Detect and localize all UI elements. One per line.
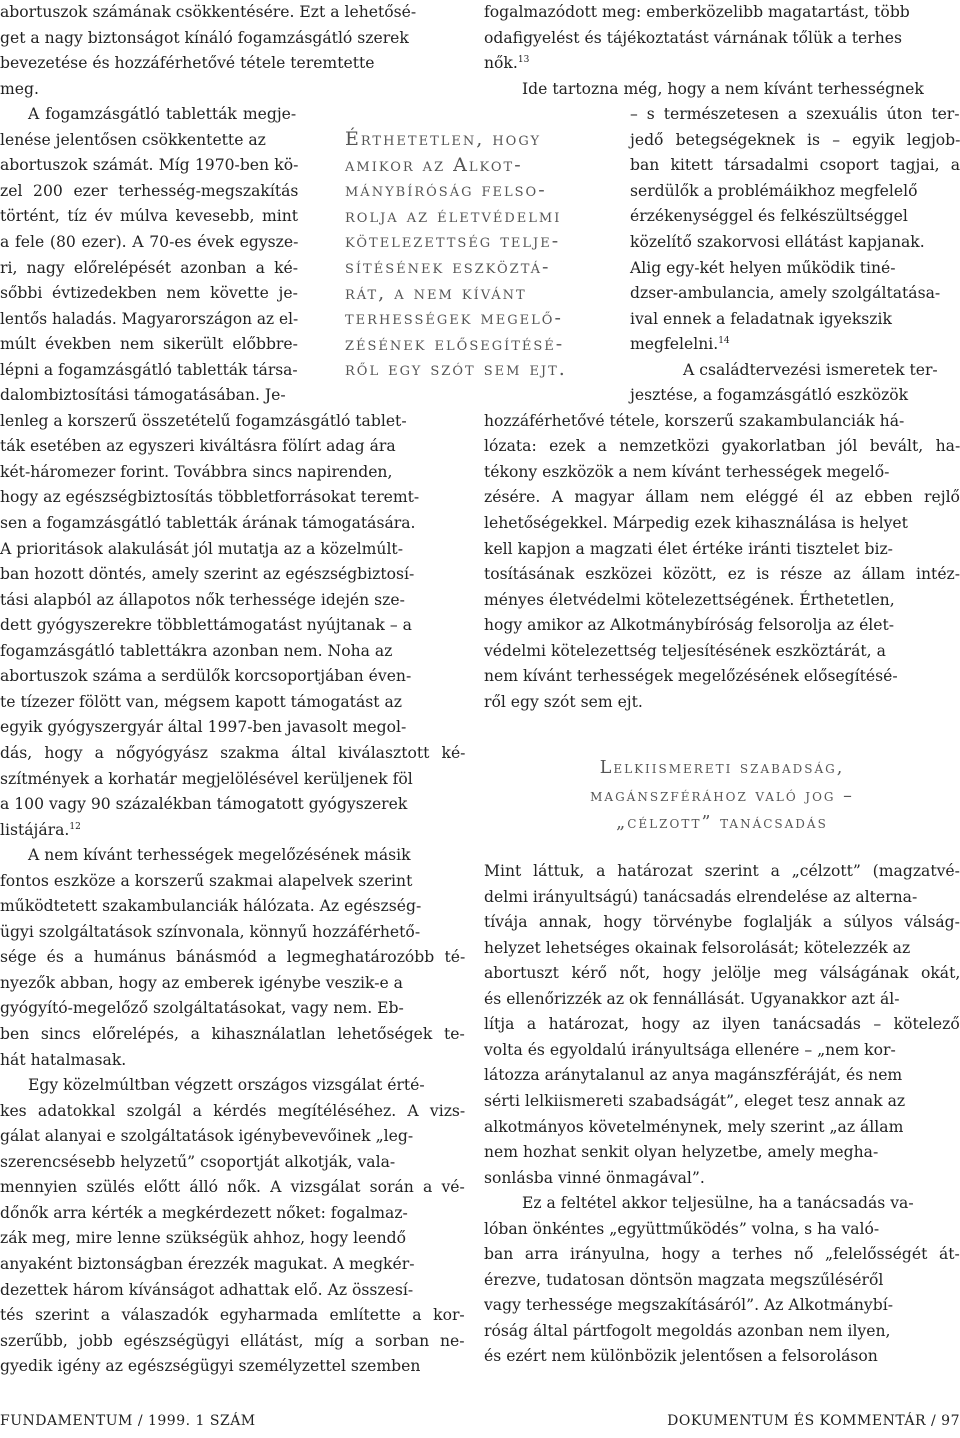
body-line <box>630 282 940 304</box>
pull-quote-line: mánybíróság felso- <box>345 179 547 202</box>
body-text: sége és a humánus bánásmód a legmeghatározóbb té- <box>0 948 466 967</box>
pull-quote-line: rolja az életvédelmi <box>345 204 562 227</box>
body-line <box>630 257 896 279</box>
page-number: 97 <box>941 1413 960 1429</box>
body-line <box>0 895 421 917</box>
body-line <box>484 538 893 560</box>
body2-line <box>484 886 917 908</box>
body2-line <box>484 1294 893 1316</box>
body-text: nem kívánt terhességek megelőzésének elősegítésé- <box>484 667 898 686</box>
body-line <box>0 410 407 432</box>
body2-line <box>484 1167 705 1189</box>
body-line <box>0 308 298 330</box>
body-line <box>0 946 465 968</box>
body-text: ügyi szolgáltatások színvonala, könnyű hozzáférhető- <box>0 922 421 941</box>
body-text: mennyien szülés előtt álló nők. A vizsgálat során a vé- <box>0 1178 465 1197</box>
body-line <box>0 640 392 662</box>
body-text: A prioritások alakulását jól mutatja az a közelmúlt- <box>0 539 403 558</box>
body-text: tékony eszközök a nem kívánt terhességek megelő- <box>484 462 890 481</box>
body-text: ményes életvédelmi kötelezettségének. Érthetetlen, <box>484 590 895 609</box>
body2-text: lítja a határozat, hogy az ilyen tanácsadás – kötelező <box>484 1015 960 1034</box>
body-line <box>484 461 889 483</box>
body-line <box>0 819 81 841</box>
body-text: szerűbb, jobb egészségügyi ellátást, míg a sorban ne- <box>0 1331 465 1350</box>
body2-line <box>484 988 900 1010</box>
body-line <box>484 410 904 432</box>
body-line <box>0 1253 414 1275</box>
body2-text: érezve, tudatosan döntsön magzata megszűléséről <box>484 1270 884 1289</box>
body-text: fontos eszköze a korszerű szakmai alapelvek szerint <box>0 871 413 890</box>
body-line <box>484 563 960 585</box>
body2-line <box>484 911 960 933</box>
body2-line <box>484 1013 960 1035</box>
body-text: lehetőségekkel. Márpedig ezek kihasználása is helyet <box>484 514 908 532</box>
body-line <box>0 742 465 764</box>
body-text: anyaként biztonságban érezzék magukat. A megkér- <box>0 1254 415 1273</box>
body-line <box>28 844 411 866</box>
body-text: ival ennek a feladatnak igyekszik <box>630 309 892 328</box>
footer-section <box>667 1412 960 1430</box>
body-text: listájára. <box>0 820 70 839</box>
body-line <box>484 52 529 74</box>
pull-quote-line: kötelezettség telje- <box>345 230 561 253</box>
body-line <box>0 154 298 176</box>
body2-text: Mint láttuk, a határozat szerint a „célzott” (magzatvé- <box>484 862 960 880</box>
body-text: megfelelni. <box>630 335 719 354</box>
body-text: ri, nagy előrelépését azonban a ké- <box>0 258 299 277</box>
body2-text: vagy terhessége megszakításáról”. Az Alkotmánybí- <box>484 1296 893 1315</box>
body-text: hozzáférhetővé tétele, korszerű szakambulanciák há- <box>484 411 905 430</box>
body-line <box>630 231 925 253</box>
body-line <box>0 359 298 381</box>
body-text: odafigyelést és tájékoztatást várnának tőlük a terhes <box>484 28 902 47</box>
body-text: kell kapjon a magzati élet értéke iránti tisztelet biz- <box>484 539 893 558</box>
body-line <box>0 538 403 560</box>
body-line <box>0 691 402 713</box>
body2-line <box>484 1090 905 1112</box>
body-text: védelmi kötelezettség teljesítésének eszköztárát, a <box>484 641 886 660</box>
body-text: lenleg a korszerű összetételű fogamzásgátló tablet- <box>0 411 407 430</box>
body-text: lózata: ezek a nemzetközi gyakorlatban jól bevált, ha- <box>484 437 960 456</box>
body-line <box>484 512 908 534</box>
body-text: hogy amikor az Alkotmánybíróság felsorolja az élet- <box>484 616 895 635</box>
body-text: dás, hogy a nőgyógyász szakma által kiválasztott ké- <box>0 743 466 762</box>
body-line <box>0 205 298 227</box>
footnote-ref: 12 <box>69 821 81 832</box>
body-line <box>0 1049 126 1071</box>
body2-line <box>484 1039 896 1061</box>
body-text: tási alapból az állapotos nők terhessége idején sze- <box>0 590 405 609</box>
body2-text: delmi irányultságú) tanácsadás elrendelése az alterna- <box>484 887 918 906</box>
body2-line <box>484 1141 878 1163</box>
body-line <box>28 1074 425 1096</box>
footer-section-label: DOKUMENTUM ÉS KOMMENTÁR / <box>667 1413 937 1429</box>
section-heading-line: „célzott” tanácsadás <box>616 813 828 833</box>
pull-quote-line: zésének elősegítésé- <box>345 332 565 355</box>
body-line <box>630 205 908 227</box>
body-text: lépni a fogamzásgátló tabletták társa- <box>0 360 298 379</box>
body-line <box>0 512 415 534</box>
body-line <box>0 180 298 202</box>
body-line <box>0 257 298 279</box>
body-text: get a nagy biztonságot kínáló fogamzásgátló szerek <box>0 28 409 47</box>
body-line <box>683 359 938 381</box>
body-text: történt, tíz év múlva kevesebb, mint <box>0 207 299 226</box>
body-text: – s természetesen a szexuális úton ter- <box>630 105 960 124</box>
body-text: A családtervezési ismeretek ter- <box>683 360 938 379</box>
body2-line <box>484 1345 878 1367</box>
body2-line <box>484 1064 902 1086</box>
body-text: kes adatokkal szolgál a kérdés megítéléséhez. A vizs- <box>0 1101 466 1120</box>
body-text: A nem kívánt terhességek megelőzésének másik <box>28 846 411 865</box>
body2-text: ban arra irányulna, hogy a terhes nő „felelősségét át- <box>484 1245 960 1264</box>
body-text: szerencsésebb helyzetű” csoportját alkotják, vala- <box>0 1152 396 1171</box>
body-line <box>0 384 286 406</box>
body-line <box>0 1 416 23</box>
body2-line <box>484 962 960 984</box>
body-text: tés szerint a válaszadók egyharmada említette a kor- <box>0 1306 465 1325</box>
body-line <box>630 154 960 176</box>
body-line <box>0 716 406 738</box>
body2-line <box>484 937 910 959</box>
body2-line <box>522 1192 914 1214</box>
body-text: serdülők a problémáikhoz megfelelő <box>630 181 918 200</box>
body-line <box>484 435 960 457</box>
body2-text: látozza aránytalanul az anya magánszféráját, és nem <box>484 1066 903 1085</box>
body-line <box>0 1304 465 1326</box>
body-line <box>484 665 898 687</box>
body-line <box>0 333 298 355</box>
body-text: hogy az egészségbiztosítás többletforrásokat teremt- <box>0 488 420 507</box>
body-line <box>0 1100 465 1122</box>
body2-line <box>484 860 960 882</box>
body-text: lenése jelentősen csökkentette az <box>0 130 266 149</box>
body-line <box>0 1202 408 1224</box>
body-text: múlt években nem sikerült előbbre- <box>0 335 298 354</box>
body2-line <box>484 1269 883 1291</box>
body-text: zésére. A magyar állam nem eléggé él az ebben rejlő <box>484 488 960 507</box>
body-text: dőnők arra kérték a megkérdezett nőket: fogalmaz- <box>0 1203 408 1222</box>
body-text: tosításának eszközei között, ez is része az állam intéz- <box>484 565 960 584</box>
body-text: nyezők abban, hogy az emberek igénybe veszik-e a <box>0 973 403 992</box>
body2-text: volta és egyoldalú irányultsága ellenére – „nem kor- <box>484 1040 896 1059</box>
body-line <box>0 1279 413 1301</box>
body-line <box>0 1330 465 1352</box>
body-line <box>484 589 895 611</box>
body-text: dett gyógyszerekre többlettámogatást nyújtanak – a <box>0 616 412 635</box>
body-line <box>0 1355 420 1377</box>
body-text: ben sincs előrelépés, a kihasználatlan lehetőségek te- <box>0 1025 465 1043</box>
body-text: dalombiztosítási támogatásában. Je- <box>0 386 286 405</box>
body-text: Alig egy-két helyen működik tiné- <box>630 258 896 277</box>
footnote-ref: 13 <box>517 54 530 65</box>
body-line <box>630 308 892 330</box>
body2-text: alkotmányos követelménynek, mely szerint „az állam <box>484 1117 904 1136</box>
pull-quote-line: terhességek megelő- <box>345 307 563 330</box>
body-line <box>0 563 414 585</box>
body-text: két-háromezer forint. Továbbra sincs napirenden, <box>0 462 393 481</box>
body-line <box>0 1125 413 1147</box>
body2-text: sérti lelkiismereti szabadságát”, eleget tesz annak az <box>484 1091 906 1110</box>
body-line <box>630 333 730 355</box>
body-line <box>0 78 39 100</box>
body-line <box>0 870 412 892</box>
pull-quote-line: Érthetetlen, hogy <box>345 128 542 150</box>
body-text: érzékenységgel és felkészültséggel <box>630 207 908 226</box>
body-line <box>0 1151 395 1173</box>
body-text: abortuszok száma a serdülők korcsoportjában éven- <box>0 667 412 686</box>
footer-journal: FUNDAMENTUM / 1999. 1 SZÁM <box>0 1413 256 1429</box>
body-text: jedő betegségeknek is – egyik legjob- <box>630 130 960 149</box>
body-text: Ide tartozna még, hogy a nem kívánt terhességnek <box>522 79 924 98</box>
body-line <box>0 921 420 943</box>
body-line <box>0 486 419 508</box>
body-line <box>0 793 407 815</box>
body-line <box>0 461 392 483</box>
body-text: te tízezer fölött van, mégsem kapott támogatást az <box>0 692 402 711</box>
body-line <box>630 180 917 202</box>
body-text: gyedik igény az egészségügyi személyzettel szemben <box>0 1357 421 1376</box>
body-line <box>630 103 960 125</box>
body-line <box>0 997 404 1019</box>
body-line <box>484 1 910 23</box>
body-text: ták esetében az egyszeri kiváltásra fölírt adag ára <box>0 437 396 456</box>
body-line <box>0 1176 465 1198</box>
body-text: zel 200 ezer terhesség-megszakítás <box>0 181 299 200</box>
body-text: bevezetése és hozzáférhetővé tétele teremtette <box>0 54 375 73</box>
body-text: ban kitett társadalmi csoport tagjai, a <box>630 156 960 175</box>
body-line <box>0 52 374 74</box>
body-text: ről egy szót sem ejt. <box>484 692 643 711</box>
body-line <box>0 27 409 49</box>
body-text: lentős haladás. Magyarországon az el- <box>0 309 299 328</box>
body-text: gyógyító-megelőző szolgáltatásokat, vagy nem. Eb- <box>0 999 404 1018</box>
body-text: közelítő szakorvosi ellátást kapjanak. <box>630 232 925 251</box>
body-line <box>0 768 413 790</box>
body2-line <box>484 1243 960 1265</box>
body-text: fogamzásgátló tablettákra azonban nem. Noha az <box>0 641 393 660</box>
body2-text: róság által pártfogolt megoldás azonban nem ilyen, <box>484 1321 891 1340</box>
body-text: zák meg, mire lenne szükségük ahhoz, hogy leendő <box>0 1229 407 1248</box>
body-line <box>0 589 405 611</box>
body-line <box>0 129 266 151</box>
body-text: sen a fogamzásgátló tabletták árának támogatására. <box>0 514 416 532</box>
body-text: meg. <box>0 79 39 98</box>
body2-line <box>484 1218 879 1240</box>
body2-text: helyzet lehetséges okainak felsorolását; kötelezzék az <box>484 938 911 957</box>
body2-line <box>484 1320 890 1342</box>
body-text: gálat alanyai e szolgáltatások igénybevevőinek „leg- <box>0 1127 414 1146</box>
body2-text: és ellenőrizzék az ok fennállását. Ugyanakkor azt ál- <box>484 989 900 1008</box>
body2-text: sonlásba vinné önmagával”. <box>484 1168 705 1187</box>
body-text: szítmények a korhatár megjelölésével kerüljenek föl <box>0 769 413 788</box>
body-text: a 100 vagy 90 százalékban támogatott gyógyszerek <box>0 795 408 814</box>
body-text: működtetett szakambulanciák hálózata. Az egészség- <box>0 897 422 916</box>
body2-text: tívája annak, hogy törvénybe foglalják a súlyos válság- <box>484 913 960 932</box>
body-line <box>630 384 908 406</box>
section-heading-line: magánszférához való jog – <box>590 785 854 806</box>
body2-text: abortuszt kérő nőt, hogy jelölje meg válságának okát, <box>484 964 960 983</box>
body-text: abortuszok számának csökkentésére. Ezt a lehetősé- <box>0 3 417 21</box>
body-line <box>28 103 296 125</box>
body-line <box>484 691 643 713</box>
body2-text: lóban önkéntes „együttműködés” volna, s ha való- <box>484 1219 880 1238</box>
pull-quote-line: sítésének eszköztá- <box>345 256 551 278</box>
pull-quote-line: rát, a nem kívánt <box>345 281 527 304</box>
body-text: hát hatalmasak. <box>0 1050 127 1069</box>
body-line <box>0 1023 465 1045</box>
body-text: a fele (80 ezer). A 70-es évek egysze- <box>0 232 299 251</box>
body-line <box>0 614 412 636</box>
body-line <box>522 78 924 100</box>
body-line <box>0 972 403 994</box>
body-line <box>630 129 960 151</box>
body-text: A fogamzásgátló tabletták megje- <box>28 105 297 124</box>
footnote-ref: 14 <box>718 335 730 346</box>
body-line <box>484 27 902 49</box>
body-line <box>0 231 298 253</box>
body-text: jesztése, a fogamzásgátló eszközök <box>630 386 909 405</box>
body-line <box>484 640 886 662</box>
body2-text: nem hozhat senkit olyan helyzetbe, amely megha- <box>484 1143 879 1162</box>
body2-text: Ez a feltétel akkor teljesülne, ha a tanácsadás va- <box>522 1194 914 1213</box>
pull-quote-line: amikor az Alkot- <box>345 153 523 176</box>
body-text: sőbbi évtizedekben nem követte je- <box>0 284 298 303</box>
body-text: abortuszok számát. Míg 1970-ben kö- <box>0 156 299 175</box>
body-line <box>484 486 960 508</box>
body-text: dezettek három kívánságot adhattak elő. Az összesí- <box>0 1280 414 1299</box>
body-text: ban hozott döntés, amely szerint az egészségbiztosí- <box>0 565 415 584</box>
body-line <box>0 665 411 687</box>
pull-quote-line: ről egy szót sem ejt. <box>345 358 567 381</box>
body-text: fogalmazódott meg: emberközelibb magatartást, több <box>484 3 910 21</box>
body-line <box>0 282 298 304</box>
body-line <box>0 1227 406 1249</box>
body-text: nők. <box>484 54 518 73</box>
body-text: dzser-ambulancia, amely szolgáltatása- <box>630 284 941 303</box>
section-heading-line: Lelkiismereti szabadság, <box>599 758 845 778</box>
body-text: egyik gyógyszergyár által 1997-ben javasolt megol- <box>0 718 407 737</box>
body2-line <box>484 1116 903 1138</box>
body-line <box>484 614 894 636</box>
body2-text: és ezért nem különbözik jelentősen a felsoroláson <box>484 1347 878 1366</box>
body-text: Egy közelmúltban végzett országos vizsgálat érté- <box>28 1076 425 1095</box>
body-line <box>0 435 396 457</box>
